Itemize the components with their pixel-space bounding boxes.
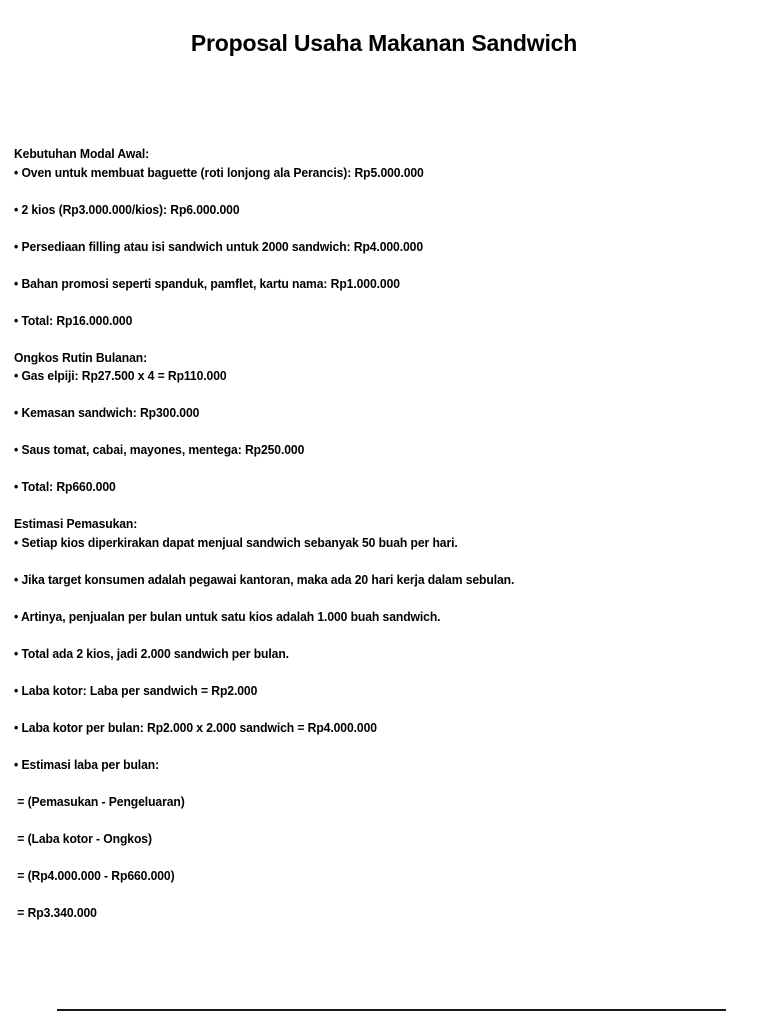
bullet-penjualan-per-hari: • Setiap kios diperkirakan dapat menjual sandwich sebanyak 50 buah per hari. (14, 534, 458, 550)
bullet-gas-elpiji: • Gas elpiji: Rp27.500 x 4 = Rp110.000 (14, 368, 227, 383)
bullet-bahan-promosi: • Bahan promosi seperti spanduk, pamflet, kartu nama: Rp1.000.000 (14, 275, 400, 291)
formula-laba-kotor-ongkos: = (Laba kotor - Ongkos) (14, 830, 152, 846)
page-title: Proposal Usaha Makanan Sandwich (190, 30, 578, 56)
bullet-laba-kotor: • Laba kotor: Laba per sandwich = Rp2.000 (14, 682, 258, 698)
formula-hasil: = Rp3.340.000 (14, 904, 97, 920)
heading-estimasi-pemasukan: Estimasi Pemasukan: (14, 516, 138, 531)
formula-pemasukan-pengeluaran: = (Pemasukan - Pengeluaran) (14, 793, 185, 809)
bullet-kios: • 2 kios (Rp3.000.000/kios): Rp6.000.000 (14, 201, 240, 217)
bullet-hari-kerja: • Jika target konsumen adalah pegawai kantoran, maka ada 20 hari kerja dalam sebulan. (14, 571, 515, 587)
bullet-penjualan-per-bulan: • Artinya, penjualan per bulan untuk satu kios adalah 1.000 buah sandwich. (14, 608, 441, 624)
bullet-persediaan-filling: • Persediaan filling atau isi sandwich untuk 2000 sandwich: Rp4.000.000 (14, 238, 424, 254)
bullet-oven-baguette: • Oven untuk membuat baguette (roti lonjong ala Perancis): Rp5.000.000 (14, 164, 424, 180)
formula-nilai: = (Rp4.000.000 - Rp660.000) (14, 867, 175, 883)
bullet-total-dua-kios: • Total ada 2 kios, jadi 2.000 sandwich per bulan. (14, 645, 289, 661)
bullet-kemasan-sandwich: • Kemasan sandwich: Rp300.000 (14, 405, 200, 420)
page-break-line (57, 1009, 726, 1011)
document-body (14, 145, 760, 922)
bullet-estimasi-laba: • Estimasi laba per bulan: (14, 756, 160, 772)
bullet-saus: • Saus tomat, cabai, mayones, mentega: Rp250.000 (14, 442, 305, 457)
heading-ongkos-rutin-bulanan: Ongkos Rutin Bulanan: (14, 349, 148, 365)
bullet-total-ongkos: • Total: Rp660.000 (14, 479, 116, 494)
heading-kebutuhan-modal-awal: Kebutuhan Modal Awal: (14, 146, 150, 161)
bullet-laba-kotor-per-bulan: • Laba kotor per bulan: Rp2.000 x 2.000 sandwich = Rp4.000.000 (14, 719, 377, 735)
bullet-total-modal: • Total: Rp16.000.000 (14, 312, 133, 328)
